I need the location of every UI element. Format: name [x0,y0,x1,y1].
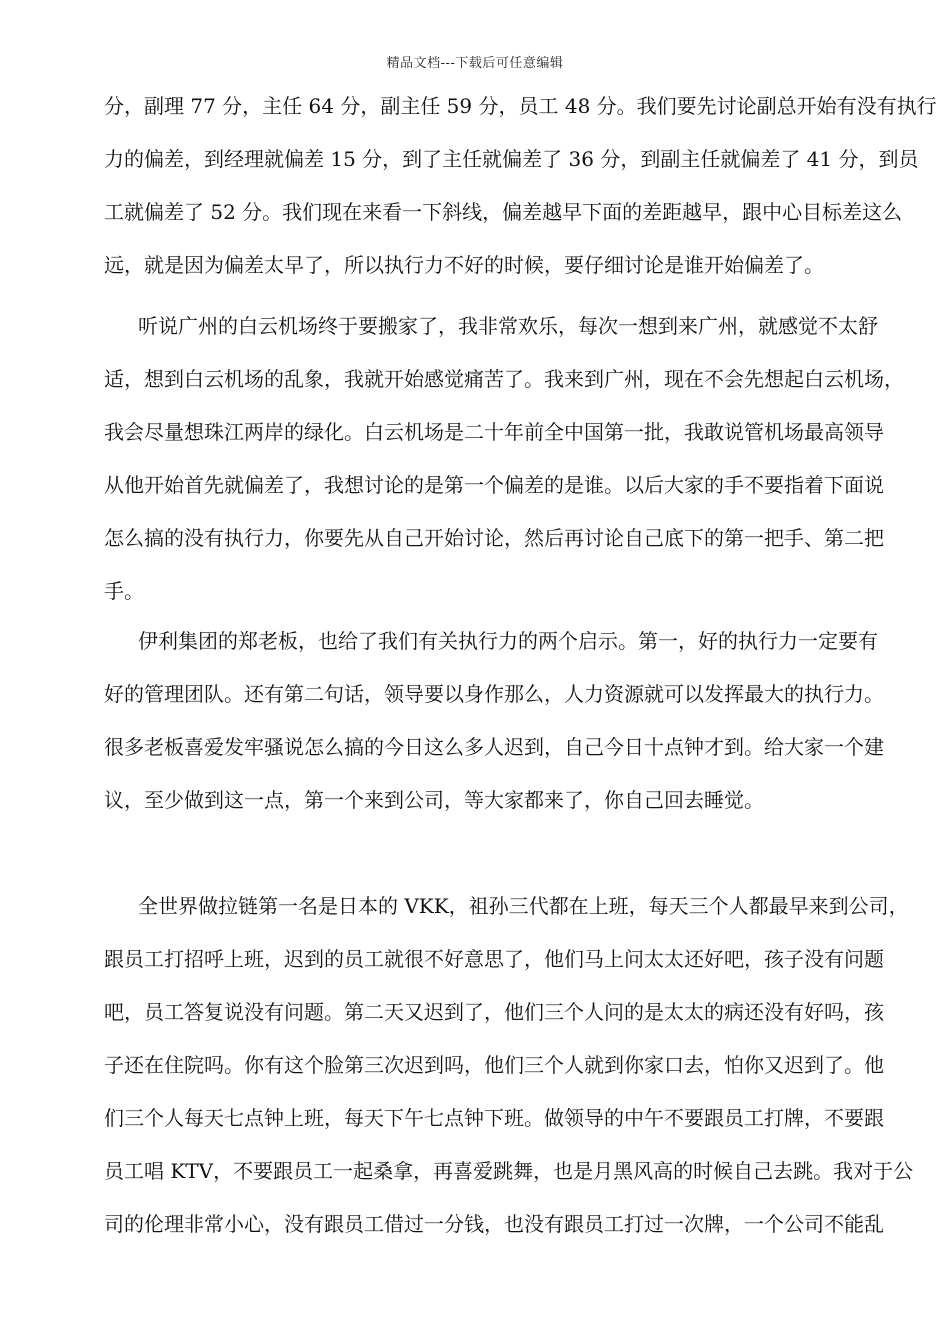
paragraph-line: 力的偏差，到经理就偏差 15 分，到了主任就偏差了 36 分，到副主任就偏差了 41 分，到员 [104,147,919,171]
paragraph-line: 适，想到白云机场的乱象，我就开始感觉痛苦了。我来到广州，现在不会先想起白云机场， [104,367,904,391]
paragraph-line: 议，至少做到这一点，第一个来到公司，等大家都来了，你自己回去睡觉。 [104,788,764,812]
paragraph-line: 伊利集团的郑老板，也给了我们有关执行力的两个启示。第一，好的执行力一定要有 [138,629,878,653]
paragraph-line: 员工唱 KTV，不要跟员工一起桑拿，再喜爱跳舞，也是月黑风高的时候自己去跳。我对于公 [104,1159,914,1183]
paragraph-line: 司的伦理非常小心，没有跟员工借过一分钱，也没有跟员工打过一次牌，一个公司不能乱 [104,1212,884,1236]
page-header: 精品文档---下载后可任意编辑 [386,56,564,71]
paragraph-line: 吧，员工答复说没有问题。第二天又迟到了，他们三个人问的是太太的病还没有好吗，孩 [104,1000,884,1024]
paragraph-1 [104,80,937,292]
paragraph-line: 远，就是因为偏差太早了，所以执行力不好的时候，要仔细讨论是谁开始偏差了。 [104,253,824,277]
paragraph-4 [104,880,914,1251]
paragraph-line: 手。 [104,579,144,603]
paragraph-line: 全世界做拉链第一名是日本的 VKK，祖孙三代都在上班，每天三个人都最早来到公司， [138,894,909,918]
paragraph-line: 跟员工打招呼上班，迟到的员工就很不好意思了，他们马上问太太还好吧，孩子没有问题 [104,947,884,971]
paragraph-line: 分，副理 77 分，主任 64 分，副主任 59 分，员工 48 分。我们要先讨论副总开始有没有执行 [104,94,937,118]
paragraph-line: 怎么搞的没有执行力，你要先从自己开始讨论，然后再讨论自己底下的第一把手、第二把 [104,526,884,550]
paragraph-line: 工就偏差了 52 分。我们现在来看一下斜线，偏差越早下面的差距越早，跟中心目标差这么 [104,200,903,224]
paragraph-line: 很多老板喜爱发牢骚说怎么搞的今日这么多人迟到，自己今日十点钟才到。给大家一个建 [104,735,884,759]
paragraph-line: 好的管理团队。还有第二句话，领导要以身作那么，人力资源就可以发挥最大的执行力。 [104,682,884,706]
paragraph-3 [104,615,884,827]
paragraph-line: 子还在住院吗。你有这个脸第三次迟到吗，他们三个人就到你家口去，怕你又迟到了。他 [104,1053,884,1077]
paragraph-line: 听说广州的白云机场终于要搬家了，我非常欢乐，每次一想到来广州，就感觉不太舒 [138,314,878,338]
paragraph-line: 们三个人每天七点钟上班，每天下午七点钟下班。做领导的中午不要跟员工打牌，不要跟 [104,1106,884,1130]
paragraph-2 [104,300,904,618]
paragraph-line: 从他开始首先就偏差了，我想讨论的是第一个偏差的是谁。以后大家的手不要指着下面说 [104,473,884,497]
paragraph-line: 我会尽量想珠江两岸的绿化。白云机场是二十年前全中国第一批，我敢说管机场最高领导 [104,420,884,444]
